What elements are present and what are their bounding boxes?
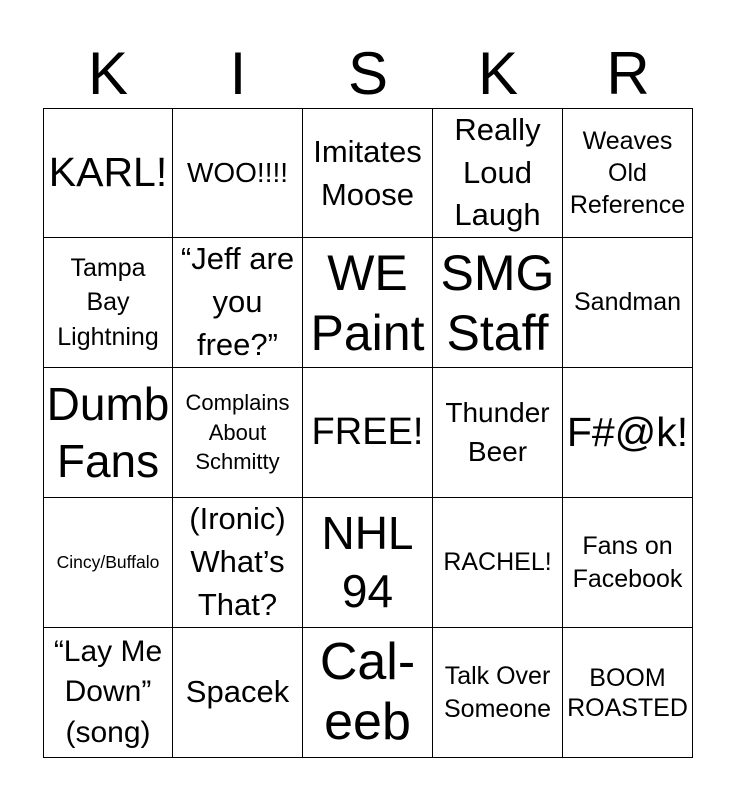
bingo-cell[interactable] (303, 238, 433, 368)
cell-text: SMG Staff (440, 244, 555, 361)
bingo-cell[interactable] (433, 238, 563, 368)
bingo-cell[interactable] (433, 628, 563, 758)
header-letter-3: S (347, 40, 389, 107)
bingo-cell[interactable] (173, 238, 303, 368)
bingo-cell[interactable] (43, 498, 173, 628)
bingo-cell[interactable] (563, 498, 693, 628)
cell-text: Really Loud Laugh (454, 111, 541, 233)
cell-text: Imitates Moose (313, 134, 422, 212)
cell-text: Dumb Fans (46, 378, 170, 487)
bingo-cell[interactable] (303, 108, 433, 238)
bingo-cell[interactable] (563, 368, 693, 498)
bingo-cell[interactable] (173, 628, 303, 758)
cell-text: Talk Over Someone (443, 661, 552, 723)
cell-text: Spacek (185, 674, 290, 710)
cell-text: Tampa Bay Lightning (57, 253, 159, 351)
cell-text: “Jeff are you free?” (180, 241, 295, 362)
cell-text: FREE! (311, 411, 424, 454)
bingo-cell[interactable] (303, 368, 433, 498)
header-letter-5: R (606, 40, 650, 107)
cell-text: BOOM ROASTED (567, 663, 688, 722)
cell-text: Thunder Beer (445, 396, 550, 467)
cell-text: Weaves Old Reference (569, 127, 686, 219)
bingo-cell[interactable] (433, 498, 563, 628)
bingo-cell[interactable] (303, 498, 433, 628)
bingo-cell[interactable] (173, 498, 303, 628)
bingo-cell[interactable] (43, 108, 173, 238)
cell-text: “Lay Me Down” (song) (53, 634, 163, 749)
cell-text: Fans on Facebook (572, 532, 683, 593)
bingo-cell[interactable] (43, 238, 173, 368)
bingo-cell[interactable] (563, 238, 693, 368)
header-letter-4: K (477, 40, 519, 107)
cell-text: WE Paint (310, 244, 425, 361)
bingo-cell[interactable] (173, 108, 303, 238)
cell-text: NHL 94 (321, 507, 414, 617)
bingo-cell[interactable] (43, 628, 173, 758)
cell-text: F#@k! (566, 408, 689, 455)
cell-text: Cincy/Buffalo (56, 551, 160, 572)
bingo-cell[interactable] (563, 628, 693, 758)
cell-text: Cal-eeb (319, 632, 416, 751)
bingo-cell[interactable] (563, 108, 693, 238)
cell-text: Complains About Schmitty (185, 389, 290, 475)
header-letter-1: K (87, 40, 129, 107)
bingo-cell[interactable] (433, 368, 563, 498)
header-letter-2: I (229, 40, 247, 107)
cell-text: Sandman (573, 288, 682, 317)
cell-text: (Ironic) What’s That? (189, 501, 286, 622)
bingo-board (43, 108, 693, 758)
bingo-cell[interactable] (433, 108, 563, 238)
bingo-header (43, 40, 693, 108)
cell-text: WOO!!!! (186, 157, 289, 189)
cell-text: RACHEL! (443, 548, 552, 577)
bingo-cell[interactable] (43, 368, 173, 498)
bingo-cell[interactable] (303, 628, 433, 758)
bingo-cell[interactable] (173, 368, 303, 498)
cell-text: KARL! (48, 149, 168, 196)
